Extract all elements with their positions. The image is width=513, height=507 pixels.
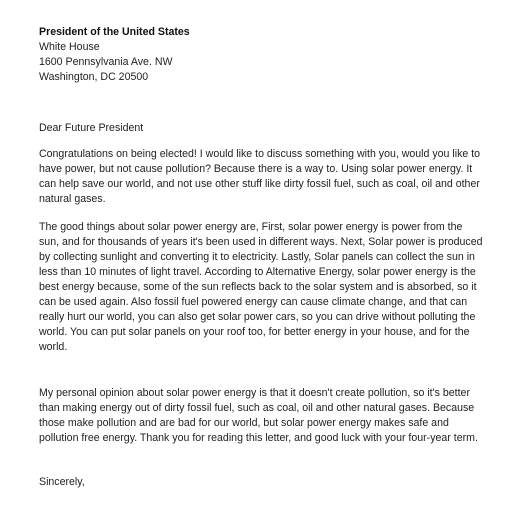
recipient-name: President of the United States — [39, 26, 190, 38]
address-line: White House — [39, 41, 100, 53]
body-paragraph: The good things about solar power energy are, First, solar power energy is power from the sun, and for thousands of years it's been used in different ways. Next, Solar power is produced by collecting sunlight and converting it to electricity. Lastly, Solar panels can collect the sun in less than 10 minutes of light travel. According to Alternative Energy, solar power energy is the best energy because, some of the sun reflects back to the solar system and is absorbed, so it can be used again. Also fossil fuel powered energy can cause climate change, and that can really hurt our world, you can also get solar power cars, so you can drive without polluting the world. You can put solar panels on your roof too, for better energy in your house, and for the world. — [39, 221, 483, 353]
salutation: Dear Future President — [39, 122, 144, 134]
address-line: 1600 Pennsylvania Ave. NW — [39, 56, 173, 68]
recipient-address-block — [39, 25, 479, 85]
address-line: Washington, DC 20500 — [39, 71, 149, 83]
body-paragraph: My personal opinion about solar power energy is that it doesn't create pollution, so it's better than making energy out of dirty fossil fuel, such as coal, oil and other natural gases. Because those make pollution and are bad for our world, but solar power energy makes safe and pollution free energy. Thank you for reading this letter, and good luck with your four-year term. — [39, 387, 478, 444]
body-paragraph: Congratulations on being elected! I would like to discuss something with you, would you like to have power, but not cause pollution? Because there is a way to. Using solar power energy. It can help save our world, and not use other stuff like dirty fossil fuel, such as coal, oil and other natural gases. — [39, 148, 481, 205]
closing: Sincerely, — [39, 476, 85, 488]
